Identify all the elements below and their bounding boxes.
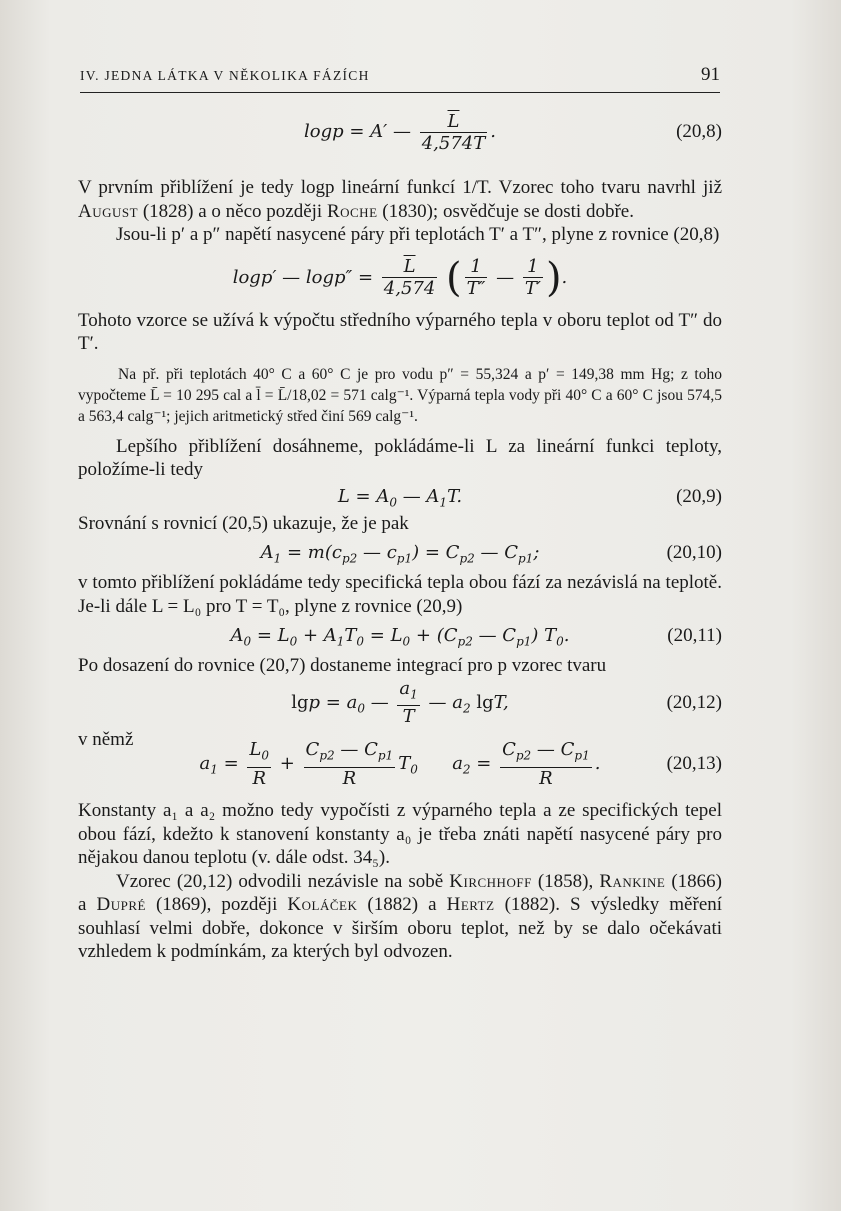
author-name: Kirchhoff bbox=[449, 870, 532, 892]
fraction: $\frac{C_{p2} — C_{p1}}{R}$ bbox=[305, 739, 394, 789]
equation-body: $A_0 = L_0 + A_1T_0 = L_0 + (C_{p2}$ — $C_{p1}$) $T_0$. bbox=[230, 625, 570, 649]
fraction: $\frac{a_1}{T}$ bbox=[399, 677, 418, 728]
paragraph-where: v němž bbox=[78, 728, 134, 750]
fraction-denominator: 4,574 bbox=[383, 278, 436, 299]
author-name: Dupré bbox=[96, 894, 146, 915]
equation-lhs: logp′ — logp″ = bbox=[232, 266, 374, 288]
paragraph-usage: Tohoto vzorce se užívá k výpočtu středního výparného tepla v oboru teplot od T″ do T′. bbox=[78, 309, 722, 354]
fraction-numerator: 1 bbox=[465, 256, 488, 278]
paragraph-better-approx: Lepšího přiblížení dosáhneme, pokládáme-li L za lineární funkci teploty, položíme-li tedy bbox=[78, 435, 722, 480]
paragraph-text: (1882) a bbox=[367, 894, 437, 915]
equation-20-13 bbox=[78, 739, 722, 789]
equation-20-11 bbox=[78, 618, 722, 654]
running-title: IV. JEDNA LÁTKA V NĚKOLIKA FÁZÍCH bbox=[80, 68, 370, 83]
fraction bbox=[523, 256, 543, 299]
equation-number: (20,11) bbox=[667, 625, 722, 646]
paragraph-text: (1882). S výsledky měření souhlasí velmi dobře, dokonce v širším oboru teplot, než by se dalo očekávati vzhledem k podmínkám, za kterých byl odvozen. bbox=[78, 894, 723, 962]
page-body bbox=[78, 106, 722, 964]
paragraph-first-approx bbox=[78, 176, 722, 223]
paragraph-text: V prvním přiblížení je tedy logp lineární funkcí 1/T. Vzorec toho tvaru navrhl již bbox=[78, 177, 722, 198]
paragraph-comparison: Srovnání s rovnicí (20,5) ukazuje, že je pak bbox=[78, 512, 409, 534]
equation-20-10 bbox=[78, 535, 722, 571]
right-paren: ) bbox=[545, 254, 562, 301]
author-name: Koláček bbox=[287, 894, 358, 915]
fraction bbox=[382, 256, 438, 299]
fraction-denominator: T″ bbox=[466, 278, 486, 299]
author-name: Rankine bbox=[599, 870, 666, 892]
equation-number: (20,10) bbox=[666, 542, 722, 563]
fraction-numerator: 1 bbox=[523, 256, 543, 278]
equation-lhs: L = A bbox=[337, 485, 390, 507]
paragraph-text: (1858), bbox=[537, 870, 594, 892]
author-name: Roche bbox=[326, 200, 378, 222]
paragraph-integration: Po dosazení do rovnice (20,7) dostaneme integrací pro p vzorec tvaru bbox=[78, 655, 607, 676]
fraction-numerator: $\overline{L}$ bbox=[420, 111, 488, 133]
equation-tail: . bbox=[561, 266, 568, 288]
author-name: Hertz bbox=[446, 894, 495, 915]
paragraph-text: Vzorec (20,12) odvodili nezávisle na sobě bbox=[116, 870, 444, 892]
paragraph-text: (1828) a o něco později bbox=[142, 200, 323, 222]
equation-lhs: logp = A′ — bbox=[304, 121, 411, 142]
equation-number: (20,8) bbox=[676, 121, 722, 142]
paragraph-constants: Konstanty a₁ a a₂ možno tedy vypočísti z výparného tepla a ze specifických tepel obou fází, kdežto k stanovení konstanty a₀ je třeba znáti napětí nasycené páry pro nějakou danou teplotu (v. dále odst. 34₅). bbox=[78, 800, 722, 868]
fraction bbox=[420, 111, 488, 154]
equation-body: $A_1 = m(c_{p2}$ — $c_{p1}) = C_{p2}$ — $C_{p1}$; bbox=[260, 542, 540, 566]
small-print-example: Na př. při teplotách 40° C a 60° C je pro vodu p″ = 55,324 a p′ = 149,38 mm Hg; z toho vypočteme L̄ = 10 295 cal a l̄ = L̄/18,02 = 571 calg⁻¹. Výparná tepla vody při 40° C a 60° C jsou 574,5 a 563,4 calg⁻¹; jejich aritmetický střed činí 569 calg⁻¹. bbox=[78, 365, 722, 425]
paragraph-specific-heats: v tomto přiblížení pokládáme tedy specifická tepla obou fází za nezávislá na teplotě. Je-li dále L = L₀ pro T = T₀, plyne z rovnice (20,9) bbox=[78, 572, 722, 617]
equation-number: (20,9) bbox=[676, 485, 722, 507]
page-number: 91 bbox=[701, 64, 720, 85]
paragraph-text: (1866) a bbox=[78, 870, 723, 915]
equation-number: (20,12) bbox=[666, 691, 722, 713]
fraction: $\frac{L_0}{R}$ bbox=[249, 739, 270, 789]
paragraph-text: (1830); osvědčuje se dosti dobře. bbox=[382, 200, 634, 222]
equation-20-8 bbox=[78, 106, 722, 158]
paragraph-vapor-pressure: Jsou-li p′ a p″ napětí nasycené páry při teplotách T′ a T″, plyne z rovnice (20,8) bbox=[116, 224, 720, 245]
fraction-numerator: $\overline{L}$ bbox=[382, 256, 438, 278]
paragraph-text: (1869), později bbox=[155, 894, 278, 915]
equation-body: $a_1$ = $\frac{L_0}{R}$ + $\frac{C_{p2} — C_{p1}}{R}$ $T_0$ $a_2$ = $\frac{C_{p2} — C_{p1}}{R}$ . bbox=[199, 739, 601, 789]
equation-number: (20,13) bbox=[666, 753, 722, 774]
fraction: $\frac{C_{p2} — C_{p1}}{R}$ bbox=[502, 739, 590, 789]
equation-20-9 bbox=[78, 482, 722, 512]
fraction bbox=[465, 256, 488, 299]
equation-body: $L = A_0$ — $A_1T$. bbox=[337, 485, 463, 510]
fraction-denominator: 4,574T bbox=[421, 132, 486, 154]
equation-20-12 bbox=[78, 678, 722, 728]
fraction-denominator: T′ bbox=[524, 278, 541, 299]
equation-body: $\lg p = a_0$ — $\frac{a_1}{T}$ — $a_2$ lgT, bbox=[291, 677, 509, 728]
paragraph-history bbox=[78, 870, 722, 964]
equation-difference: logp′ — logp″ = $\frac{\overline{L}}{4,574}$ ( $\frac{1}{T''}$ — $\frac{1}{T'}$ ). bbox=[232, 254, 568, 301]
left-paren: ( bbox=[446, 254, 462, 301]
author-name: August bbox=[78, 200, 139, 222]
page-header bbox=[80, 62, 720, 93]
equation-tail: . bbox=[490, 121, 496, 142]
